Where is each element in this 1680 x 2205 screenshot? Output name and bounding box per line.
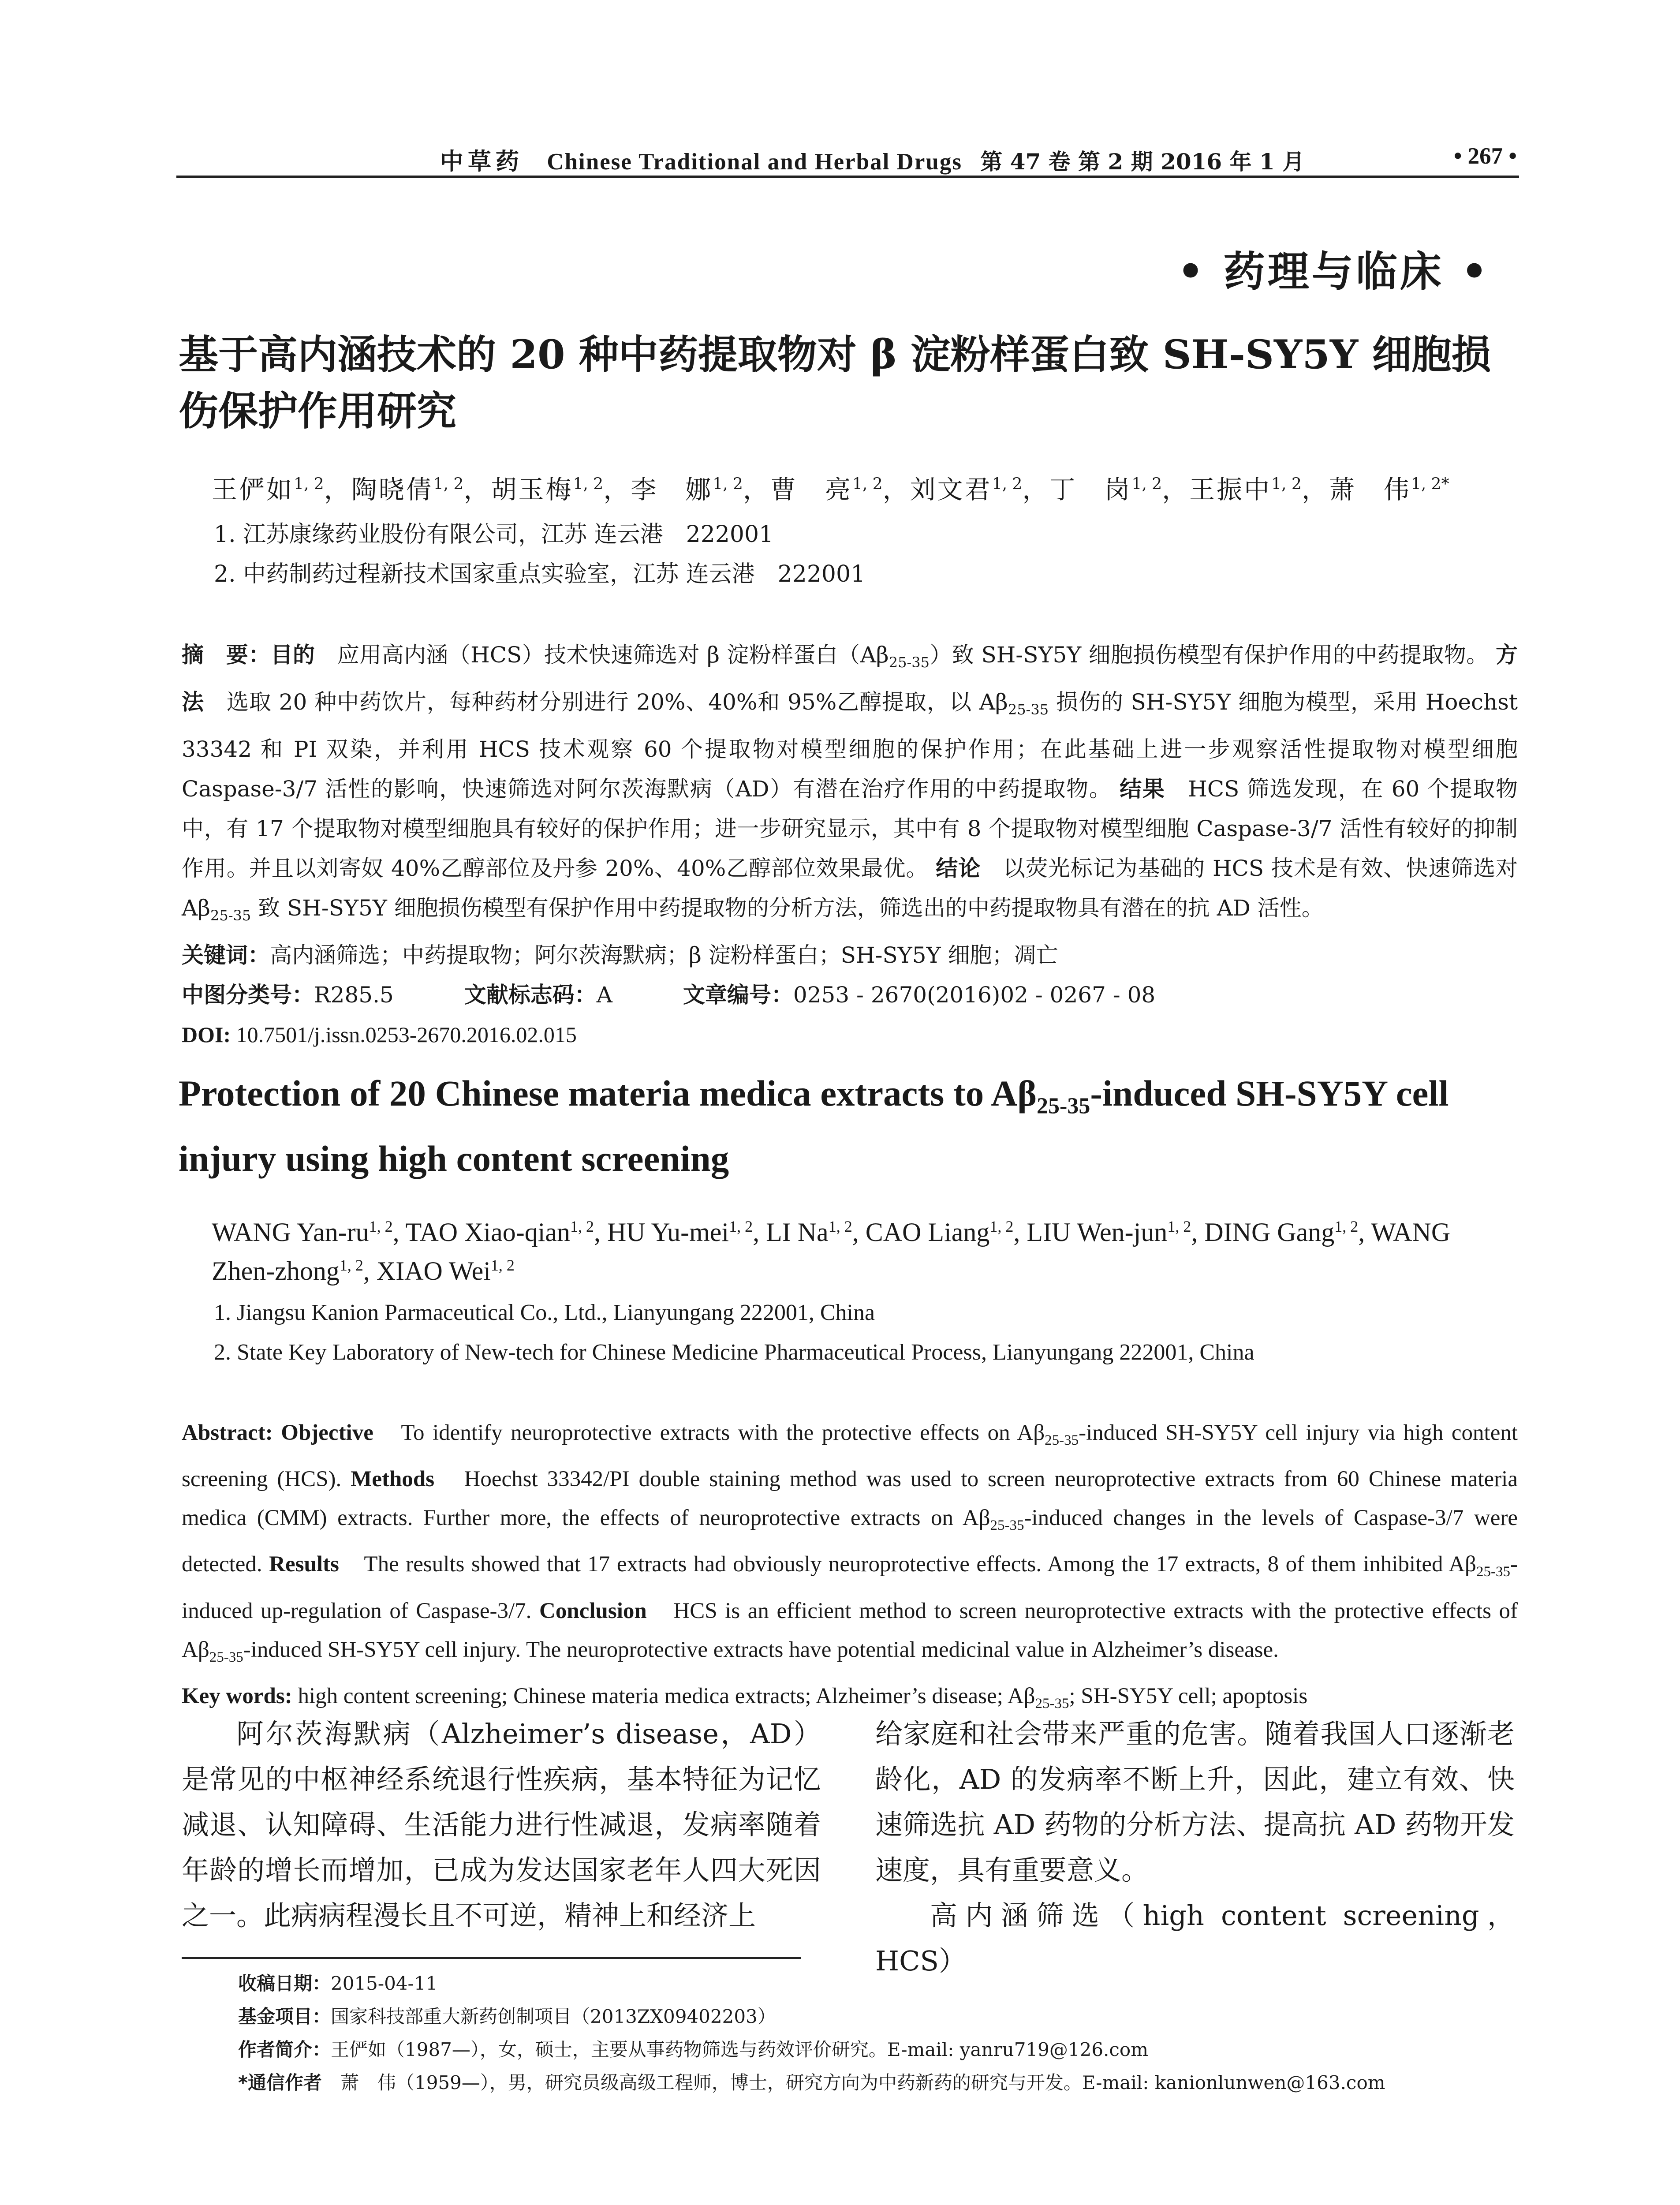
footnote-received — [238, 1967, 1517, 2000]
footnote-text: 国家科技部重大新药创制项目（2013ZX09402203） — [331, 2006, 776, 2027]
doi-label: DOI: — [182, 1022, 231, 1047]
author-affiliation-mark: 1, 2 — [1271, 475, 1302, 493]
chinese-abstract — [182, 635, 1518, 1054]
author-name: XIAO Wei — [376, 1256, 491, 1286]
english-affiliation-2: 2. State Key Laboratory of New-tech for Chinese Medicine Pharmaceutical Process, Lianyungang 222001, China — [214, 1340, 1254, 1365]
methods-label: Methods — [341, 1467, 435, 1492]
abstract-label: Abstract: — [182, 1420, 273, 1445]
conclusion-label: Conclusion — [531, 1598, 647, 1623]
issue-info: 第 47 卷 第 2 期 2016 年 1 月 — [980, 149, 1305, 175]
author-affiliation-mark: 1, 2 — [1131, 475, 1162, 493]
header-left — [440, 143, 1304, 176]
author-affiliation-mark: 1, 2 — [339, 1256, 363, 1274]
subscript: 25-35 — [1476, 1564, 1511, 1580]
chinese-author-list — [212, 472, 1517, 507]
english-title-part: Protection of 20 Chinese materia medica extracts to Aβ — [179, 1073, 1037, 1114]
author-name: 萧 伟 — [1329, 475, 1411, 505]
english-abstract — [182, 1413, 1518, 1723]
keywords-text: high content screening; Chinese materia medica extracts; Alzheimer’s disease; Aβ — [292, 1683, 1035, 1708]
english-abstract-body — [182, 1413, 1518, 1677]
author-name: 丁 岗 — [1049, 475, 1132, 505]
journal-name-cn: 中草药 — [440, 149, 523, 175]
author-name: WANG Yan-ru — [212, 1218, 369, 1247]
conclusion-text-cont: -induced SH-SY5Y cell injury. The neuroprotective extracts have potential medicinal value in Alzheimer’s disease. — [243, 1637, 1279, 1662]
article-no-value: 0253 - 2670(2016)02 - 0267 - 08 — [793, 982, 1156, 1008]
author-affiliation-mark: 1, 2* — [1411, 475, 1449, 493]
footnote-text: 萧 伟（1959—），男，研究员级高级工程师，博士，研究方向为中药新药的研究与开发。E-mail: kanionlunwen@163.com — [321, 2072, 1385, 2093]
methods-text: 选取 20 种中药饮片，每种药材分别进行 20%、40%和 95%乙醇提取，以 Aβ — [204, 689, 1008, 715]
subscript: 25-35 — [210, 907, 251, 924]
author-name: 陶晓倩 — [351, 475, 433, 505]
objective-text: To identify neuroprotective extracts with the protective effects on Aβ — [373, 1420, 1045, 1445]
doccode-value: A — [596, 982, 612, 1008]
author-separator: , — [594, 1218, 608, 1247]
author-separator: ， — [603, 475, 631, 505]
chinese-affiliation-2: 2. 中药制药过程新技术国家重点实验室，江苏 连云港 222001 — [214, 561, 866, 587]
author-name: 胡玉梅 — [491, 475, 573, 505]
footnote-rule — [182, 1957, 801, 1959]
footnote-text: 2015-04-11 — [331, 1973, 438, 1994]
keywords-line — [182, 935, 1518, 975]
conclusion-label: 结论 — [936, 856, 981, 881]
author-affiliation-mark: 1, 2 — [573, 475, 604, 493]
author-name: WANG Zhen-zhong — [212, 1218, 1451, 1286]
author-name: CAO Liang — [865, 1218, 990, 1247]
author-separator: ， — [324, 475, 351, 505]
author-separator: , — [392, 1218, 406, 1247]
author-separator: ， — [882, 475, 910, 505]
doccode-label: 文献标志码： — [464, 982, 597, 1008]
english-title-part: -induced SH-SY5Y cell injury using high content screening — [179, 1073, 1449, 1179]
author-affiliation-mark: 1, 2 — [992, 475, 1023, 493]
body-column-right — [875, 1711, 1515, 1984]
author-name: 李 娜 — [631, 475, 713, 505]
author-separator: , — [852, 1218, 866, 1247]
journal-name-en: Chinese Traditional and Herbal Drugs — [547, 149, 962, 175]
results-text: The results showed that 17 extracts had obviously neuroprotective effects. Among the 17 extracts, 8 of them inhibited Aβ — [339, 1552, 1477, 1577]
body-paragraph: 高内涵筛选（high content screening，HCS） — [875, 1899, 1515, 1977]
footnotes — [238, 1967, 1517, 2099]
clc-label: 中图分类号： — [182, 982, 314, 1008]
author-affiliation-mark: 1, 2 — [989, 1218, 1014, 1235]
methods-text-cont: -induced changes in the levels of Caspase-3/7 were detected. — [182, 1506, 1518, 1577]
keywords-label: Key words: — [182, 1683, 292, 1708]
footnote-label: 作者简介： — [238, 2039, 331, 2060]
article-no-label: 文章编号： — [683, 982, 793, 1008]
body-column-left — [182, 1711, 821, 1938]
footnote-author — [238, 2033, 1517, 2066]
author-affiliation-mark: 1, 2 — [1334, 1218, 1359, 1235]
author-name: LI Na — [766, 1218, 829, 1247]
objective-text: 应用高内涵（HCS）技术快速筛选对 β 淀粉样蛋白（Aβ — [315, 642, 889, 668]
conclusion-text-cont: 致 SH-SY5Y 细胞损伤模型有保护作用中药提取物的分析方法，筛选出的中药提取物具有潜在的抗 AD 活性。 — [251, 895, 1324, 921]
chinese-abstract-body — [182, 635, 1518, 935]
author-separator: ， — [463, 475, 491, 505]
author-affiliation-mark: 1, 2 — [490, 1256, 515, 1274]
results-text-cont: -induced up-regulation of Caspase-3/7. — [182, 1552, 1518, 1623]
page-number: • 267 • — [1453, 143, 1517, 169]
objective-label: Objective — [273, 1420, 373, 1445]
footnote-label: 收稿日期： — [238, 1973, 331, 1994]
author-affiliation-mark: 1, 2 — [433, 475, 464, 493]
conclusion-text: 以荧光标记为基础的 HCS 技术是有效、快速筛选对 Aβ — [182, 856, 1518, 921]
conclusion-text: HCS is an efficient method to screen neuroprotective extracts with the protective effects of Aβ — [182, 1598, 1518, 1662]
author-separator: , — [1191, 1218, 1205, 1247]
header-rule — [176, 176, 1519, 178]
chinese-affiliation-1: 1. 江苏康缘药业股份有限公司，江苏 连云港 222001 — [214, 521, 774, 548]
author-affiliation-mark: 1, 2 — [1167, 1218, 1191, 1235]
keywords-text: 高内涵筛选；中药提取物；阿尔茨海默病；β 淀粉样蛋白；SH-SY5Y 细胞；凋亡 — [270, 942, 1058, 968]
author-separator: , — [1013, 1218, 1027, 1247]
keywords-text-cont: ; SH-SY5Y cell; apoptosis — [1069, 1683, 1308, 1708]
footnote-label: *通信作者 — [238, 2072, 322, 2093]
english-affiliation-1: 1. Jiangsu Kanion Parmaceutical Co., Ltd., Lianyungang 222001, China — [214, 1300, 875, 1325]
methods-label: 方法 — [182, 642, 1518, 715]
author-affiliation-mark: 1, 2 — [294, 475, 324, 493]
author-separator: ， — [1301, 475, 1329, 505]
author-name: HU Yu-mei — [607, 1218, 729, 1247]
footnote-fund — [238, 2000, 1517, 2033]
subscript: 25-35 — [209, 1649, 243, 1665]
chinese-title: 基于高内涵技术的 20 种中药提取物对 β 淀粉样蛋白致 SH-SY5Y 细胞损伤保护作用研究 — [179, 331, 1491, 434]
classification-line — [182, 975, 1518, 1015]
body-paragraph: 阿尔茨海默病（Alzheimer’s disease，AD）是常见的中枢神经系统退行性疾病，基本特征为记忆减退、认知障碍、生活能力进行性减退，发病率随着年龄的增长而增加，已成为发达国家老年人四大死因之一。此病病程漫长且不可逆，精神上和经济上 — [182, 1718, 821, 1932]
footnote-corresponding — [238, 2066, 1517, 2099]
author-name: 曹 亮 — [770, 475, 852, 505]
results-label: 结果 — [1120, 776, 1165, 802]
abstract-label: 摘 要： — [182, 642, 271, 668]
doi-value[interactable]: 10.7501/j.issn.0253-2670.2016.02.015 — [231, 1022, 577, 1047]
author-affiliation-mark: 1, 2 — [852, 475, 883, 493]
methods-text-cont: 损伤的 SH-SY5Y 细胞为模型，采用 Hoechst 33342 和 PI 双染，并利用 HCS 技术观察 60 个提取物对模型细胞的保护作用；在此基础上进一步观察活性提取物对模型细胞 Caspase-3/7 活性的影响，快速筛选对阿尔茨海默病（AD）有潜在治疗作用的中药提取物。 — [182, 689, 1518, 802]
author-separator: , — [1358, 1218, 1371, 1247]
author-separator: ， — [1162, 475, 1190, 505]
author-name: 刘文君 — [910, 475, 992, 505]
methods-text: Hoechst 33342/PI double staining method was used to screen neuroprotective extracts from 60 Chinese materia medica (CMM) extracts. Further more, the effects of neuroprotective extracts on Aβ — [182, 1467, 1518, 1531]
subscript: 25-35 — [990, 1517, 1024, 1534]
author-name: TAO Xiao-qian — [405, 1218, 571, 1247]
author-name: DING Gang — [1204, 1218, 1335, 1247]
objective-text-cont: -induced SH-SY5Y cell injury via high content screening (HCS). — [182, 1420, 1518, 1492]
author-affiliation-mark: 1, 2 — [828, 1218, 852, 1235]
footnote-label: 基金项目： — [238, 2006, 331, 2027]
english-title — [179, 1067, 1515, 1185]
subscript: 25-35 — [1037, 1093, 1090, 1119]
author-affiliation-mark: 1, 2 — [369, 1218, 393, 1235]
results-text: HCS 筛选发现，在 60 个提取物中，有 17 个提取物对模型细胞具有较好的保护作用；进一步研究显示，其中有 8 个提取物对模型细胞 Caspase-3/7 活性有较好的抑制作用。并且以刘寄奴 40%乙醇部位及丹参 20%、40%乙醇部位效果最优。 — [182, 776, 1518, 881]
objective-text-cont: ）致 SH-SY5Y 细胞损伤模型有保护作用的中药提取物。 — [929, 642, 1489, 668]
results-label: Results — [262, 1552, 339, 1577]
author-separator: ， — [1022, 475, 1050, 505]
keywords-label: 关键词： — [182, 942, 270, 968]
english-author-list — [212, 1213, 1517, 1290]
subscript: 25-35 — [889, 654, 930, 671]
author-separator: , — [363, 1256, 377, 1286]
subscript: 25-35 — [1008, 701, 1049, 718]
author-name: 王俨如 — [212, 475, 294, 505]
clc-value: R285.5 — [314, 982, 394, 1008]
author-name: 王振中 — [1189, 475, 1272, 505]
author-affiliation-mark: 1, 2 — [713, 475, 743, 493]
author-affiliation-mark: 1, 2 — [729, 1218, 753, 1235]
objective-label: 目的 — [270, 642, 315, 668]
author-separator: , — [753, 1218, 766, 1247]
author-affiliation-mark: 1, 2 — [570, 1218, 594, 1235]
subscript: 25-35 — [1035, 1695, 1069, 1712]
section-label: • 药理与临床 • — [1177, 247, 1490, 296]
author-name: LIU Wen-jun — [1027, 1218, 1168, 1247]
subscript: 25-35 — [1045, 1432, 1079, 1449]
author-separator: ， — [743, 475, 770, 505]
running-header — [176, 140, 1517, 176]
body-paragraph: 给家庭和社会带来严重的危害。随着我国人口逐渐老龄化，AD 的发病率不断上升，因此，建立有效、快速筛选抗 AD 药物的分析方法、提高抗 AD 药物开发速度，具有重要意义。 — [875, 1718, 1515, 1886]
footnote-text: 王俨如（1987—），女，硕士，主要从事药物筛选与药效评价研究。E-mail: yanru719@126.com — [331, 2039, 1149, 2060]
doi-line — [182, 1015, 1518, 1054]
